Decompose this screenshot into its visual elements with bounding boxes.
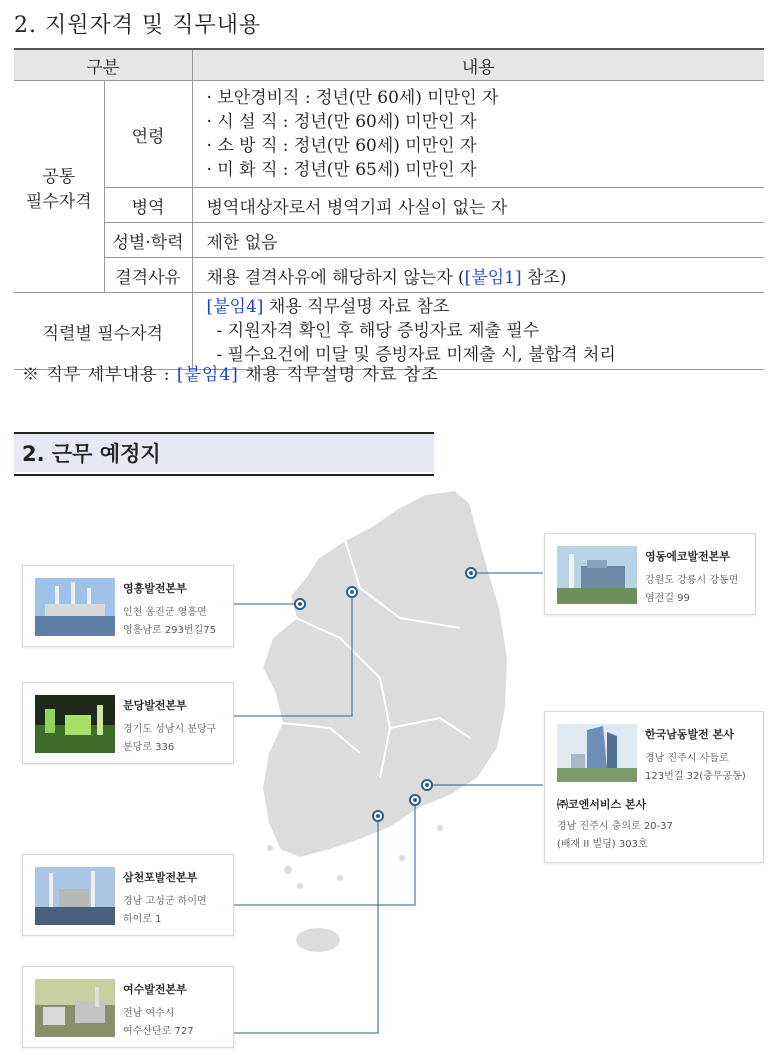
common-requirements-label: 공통 필수자격 — [14, 81, 104, 293]
location-name: 분당발전본부 — [123, 699, 187, 712]
job-requirements-content: [붙임4] 채용 직무설명 자료 참조 - 지원자격 확인 후 해당 증빙자료 제출 필수 - 필수요건에 미달 및 증빙자료 미제출 시, 불합격 처리 — [192, 293, 764, 370]
location-address: 경남 고성군 하이면 하이로 1 — [123, 896, 207, 925]
power-plant-photo — [35, 867, 115, 925]
location-address: 경기도 성남시 분당구 분당로 336 — [123, 724, 217, 753]
location-name: 삼천포발전본부 — [123, 871, 198, 884]
job-requirements-label: 직렬별 필수자격 — [14, 293, 192, 370]
location-name: 영흥발전본부 — [123, 582, 187, 595]
job-detail-note: ※ 직무 세부내용 : [붙임4] 채용 직무설명 자료 참조 — [22, 365, 439, 385]
location-name: 한국남동발전 본사 — [645, 728, 734, 741]
section-title-qualifications: 2. 지원자격 및 직무내용 — [14, 13, 262, 38]
disqualification-value: 채용 결격사유에 해당하지 않는자 ([붙임1] 참조) — [192, 258, 764, 293]
age-line: · 미 화 직 : 정년(만 65세) 미만인 자 — [206, 160, 477, 180]
jeju-island-shape — [296, 928, 340, 952]
location-card-bundang — [22, 682, 234, 764]
korea-mainland-shape — [262, 490, 508, 858]
military-label: 병역 — [104, 188, 192, 223]
age-content — [192, 81, 764, 188]
age-line: · 시 설 직 : 정년(만 60세) 미만인 자 — [206, 112, 477, 132]
header-category: 구분 — [14, 49, 192, 81]
location-card-samcheonpo — [22, 854, 234, 936]
power-plant-photo — [557, 546, 637, 604]
sub-company-address: 경남 진주시 충의로 20-37 (배재 II 빌딩) 303호 — [557, 821, 673, 850]
location-card-headquarters — [544, 711, 764, 863]
age-line: · 소 방 직 : 정년(만 60세) 미만인 자 — [206, 136, 477, 156]
headquarters-building-photo — [557, 724, 637, 782]
location-address: 전남 여수시 여수산단로 727 — [123, 1008, 194, 1037]
gender-education-value: 제한 없음 — [192, 223, 764, 258]
age-line: · 보안경비직 : 정년(만 60세) 미만인 자 — [206, 88, 499, 108]
attachment-4-note-link[interactable]: [붙임4] — [176, 365, 239, 385]
power-plant-photo — [35, 979, 115, 1037]
location-name: 영동에코발전본부 — [645, 550, 731, 563]
location-address: 인천 옹진군 영흥면 영흥남로 293번길75 — [123, 607, 216, 636]
attachment-1-link[interactable]: [붙임1] — [464, 267, 522, 288]
gender-education-label: 성별·학력 — [104, 223, 192, 258]
header-content: 내용 — [192, 49, 764, 81]
power-plant-photo — [35, 695, 115, 753]
qualifications-table — [14, 48, 764, 370]
section-title-work-location: 2. 근무 예정지 — [14, 432, 434, 472]
power-plant-photo — [35, 578, 115, 636]
location-name: 여수발전본부 — [123, 983, 187, 996]
age-label: 연령 — [104, 81, 192, 188]
attachment-4-link[interactable]: [붙임4] — [206, 297, 264, 317]
location-address: 강원도 강릉시 강동면 염전길 99 — [645, 575, 739, 604]
location-card-yeosu — [22, 966, 234, 1048]
location-card-yeongheung — [22, 565, 234, 647]
disqualification-label: 결격사유 — [104, 258, 192, 293]
location-address: 경남 진주시 사들로 123번길 32(충무공동) — [645, 753, 746, 782]
location-card-yeongdong — [544, 533, 756, 615]
military-value: 병역대상자로서 병역기피 사실이 없는 자 — [192, 188, 764, 223]
sub-company-name: ㈜코엔서비스 본사 — [557, 798, 647, 811]
